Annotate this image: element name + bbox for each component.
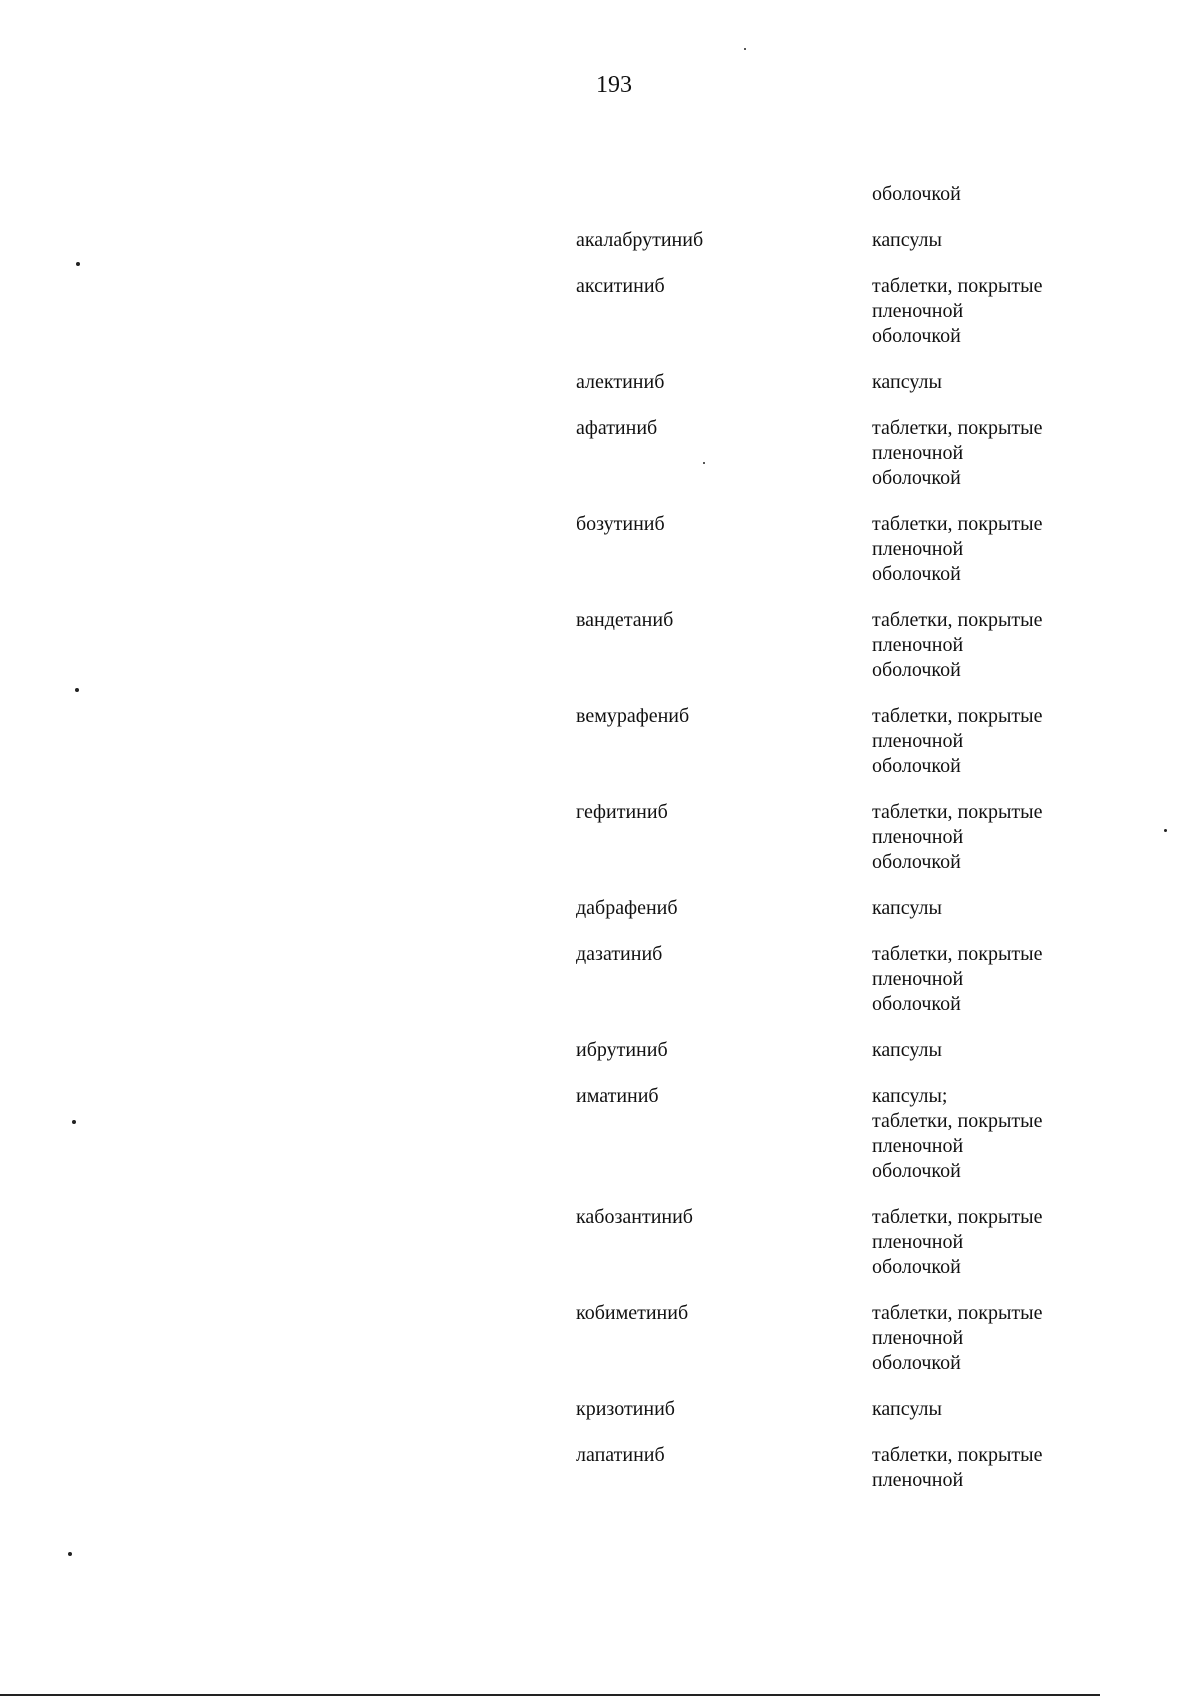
dosage-form-line: оболочкой xyxy=(872,851,961,873)
dosage-form-line: пленочной xyxy=(872,730,964,752)
drug-name-cell: кабозантиниб xyxy=(576,1206,693,1228)
drug-name-cell: гефитиниб xyxy=(576,801,668,823)
dosage-form-line: таблетки, покрытые xyxy=(872,943,1043,965)
dosage-form-cell xyxy=(872,608,1092,683)
drug-name-cell: иматиниб xyxy=(576,1085,659,1107)
dosage-form-line: капсулы xyxy=(872,371,942,393)
dosage-form-cell xyxy=(872,800,1092,875)
drug-name-cell: дабрафениб xyxy=(576,897,678,919)
dosage-form-line: пленочной xyxy=(872,300,964,322)
scan-speck xyxy=(703,462,705,464)
dosage-form-line: таблетки, покрытые xyxy=(872,1444,1043,1466)
table-row xyxy=(576,942,1096,1017)
dosage-form-line: пленочной xyxy=(872,1135,964,1157)
scan-speck xyxy=(68,1552,72,1556)
dosage-form-line: пленочной xyxy=(872,634,964,656)
dosage-form-cell xyxy=(872,416,1092,491)
scan-speck xyxy=(76,262,80,266)
drug-name-cell: кобиметиниб xyxy=(576,1302,689,1324)
scan-speck xyxy=(75,688,79,692)
table-row xyxy=(576,416,1096,491)
dosage-form-line: таблетки, покрытые xyxy=(872,1110,1043,1132)
dosage-form-cell xyxy=(872,1301,1092,1376)
table-row xyxy=(576,1084,1096,1184)
dosage-form-line: оболочкой xyxy=(872,467,961,489)
dosage-form-line: пленочной xyxy=(872,442,964,464)
dosage-form-line: пленочной xyxy=(872,538,964,560)
table-row xyxy=(576,1301,1096,1376)
dosage-form-cell xyxy=(872,896,1092,921)
dosage-form-line: пленочной xyxy=(872,826,964,848)
dosage-form-line: пленочной xyxy=(872,968,964,990)
drug-name-cell: акалабрутиниб xyxy=(576,229,704,251)
dosage-form-line: таблетки, покрытые xyxy=(872,417,1043,439)
dosage-form-cell xyxy=(872,274,1092,349)
dosage-form-line: капсулы xyxy=(872,1398,942,1420)
dosage-form-line: оболочкой xyxy=(872,1256,961,1278)
table-row xyxy=(576,1397,1096,1422)
dosage-form-line: капсулы; xyxy=(872,1085,948,1107)
dosage-form-cell xyxy=(872,228,1092,253)
dosage-form-cell xyxy=(872,370,1092,395)
dosage-form-line: оболочкой xyxy=(872,183,961,205)
drug-name-cell: вемурафениб xyxy=(576,705,690,727)
table-row xyxy=(576,370,1096,395)
dosage-form-line: таблетки, покрытые xyxy=(872,609,1043,631)
dosage-form-cell xyxy=(872,1397,1092,1422)
table-row xyxy=(576,1038,1096,1063)
dosage-form-cell xyxy=(872,1084,1092,1184)
dosage-form-line: оболочкой xyxy=(872,1160,961,1182)
drug-name-cell: кризотиниб xyxy=(576,1398,675,1420)
dosage-form-line: оболочкой xyxy=(872,325,961,347)
dosage-form-cell xyxy=(872,1205,1092,1280)
dosage-form-cell xyxy=(872,942,1092,1017)
table-row xyxy=(576,512,1096,587)
scan-speck xyxy=(744,48,746,50)
drug-name-cell: дазатиниб xyxy=(576,943,663,965)
table-row xyxy=(576,228,1096,253)
dosage-form-line: пленочной xyxy=(872,1469,964,1491)
dosage-form-line: таблетки, покрытые xyxy=(872,705,1043,727)
dosage-form-line: оболочкой xyxy=(872,659,961,681)
dosage-form-line: оболочкой xyxy=(872,563,961,585)
table-row xyxy=(576,800,1096,875)
dosage-form-line: капсулы xyxy=(872,897,942,919)
dosage-form-line: таблетки, покрытые xyxy=(872,1206,1043,1228)
continuation-row xyxy=(576,182,1096,207)
dosage-form-line: пленочной xyxy=(872,1327,964,1349)
table-row xyxy=(576,274,1096,349)
drug-name-cell: акситиниб xyxy=(576,275,665,297)
scan-speck xyxy=(72,1120,76,1124)
drug-name-cell: лапатиниб xyxy=(576,1444,665,1466)
dosage-form-line: капсулы xyxy=(872,1039,942,1061)
dosage-form-line: таблетки, покрытые xyxy=(872,513,1043,535)
page-number: 193 xyxy=(596,72,632,98)
table-row xyxy=(576,704,1096,779)
drug-table xyxy=(576,182,1096,1514)
table-row xyxy=(576,608,1096,683)
drug-name-cell: афатиниб xyxy=(576,417,658,439)
bottom-rule xyxy=(0,1694,1100,1696)
dosage-form-cell xyxy=(872,512,1092,587)
table-row xyxy=(576,896,1096,921)
drug-name-cell xyxy=(576,182,872,207)
dosage-form-line: таблетки, покрытые xyxy=(872,275,1043,297)
table-row xyxy=(576,1205,1096,1280)
table-row xyxy=(576,1443,1096,1493)
dosage-form-cell xyxy=(872,182,1092,207)
dosage-form-line: пленочной xyxy=(872,1231,964,1253)
dosage-form-line: оболочкой xyxy=(872,993,961,1015)
drug-name-cell: бозутиниб xyxy=(576,513,665,535)
dosage-form-line: оболочкой xyxy=(872,1352,961,1374)
dosage-form-line: оболочкой xyxy=(872,755,961,777)
scan-speck xyxy=(1164,829,1167,832)
dosage-form-line: таблетки, покрытые xyxy=(872,1302,1043,1324)
dosage-form-cell xyxy=(872,1443,1092,1493)
dosage-form-line: капсулы xyxy=(872,229,942,251)
drug-name-cell: алектиниб xyxy=(576,371,665,393)
dosage-form-cell xyxy=(872,704,1092,779)
dosage-form-cell xyxy=(872,1038,1092,1063)
dosage-form-line: таблетки, покрытые xyxy=(872,801,1043,823)
drug-name-cell: вандетаниб xyxy=(576,609,674,631)
drug-name-cell: ибрутиниб xyxy=(576,1039,668,1061)
